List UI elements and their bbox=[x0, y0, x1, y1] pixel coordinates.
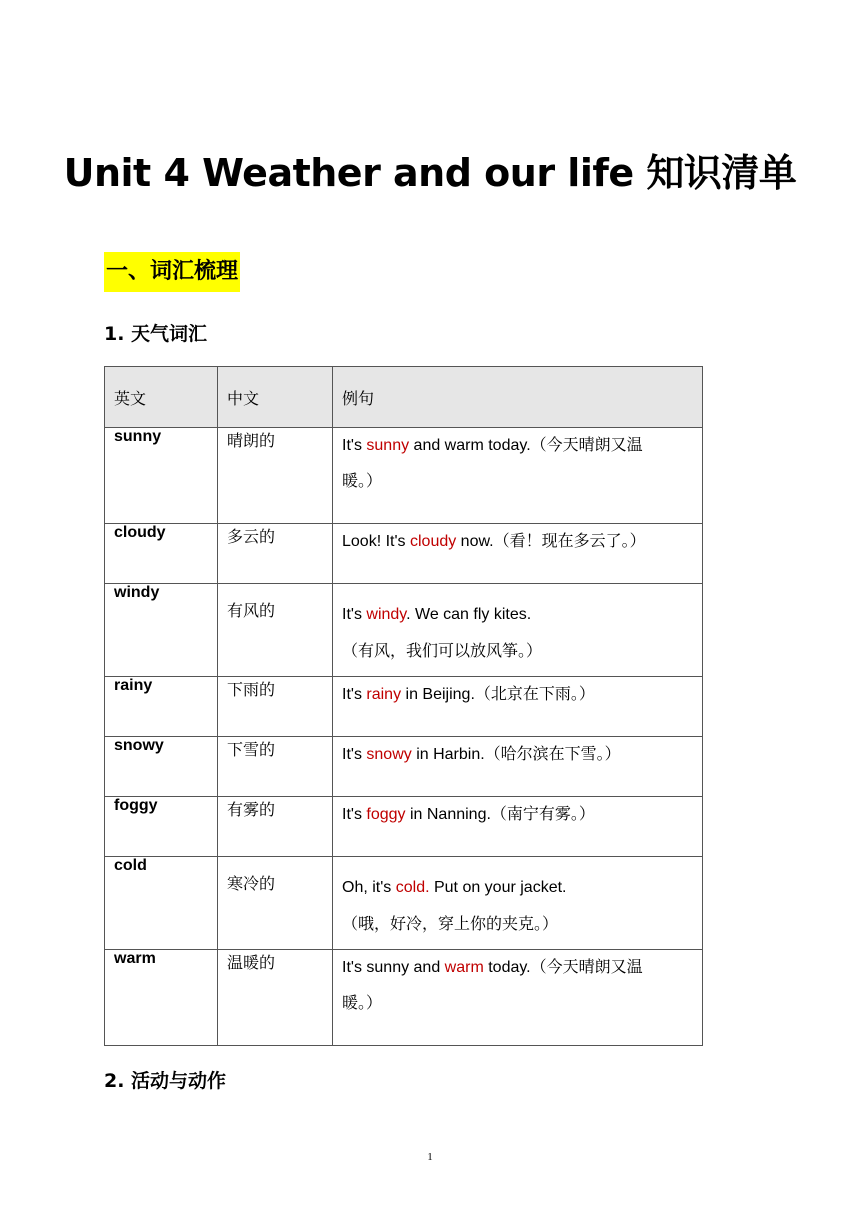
vocab-meaning: 下雨的 bbox=[218, 677, 333, 737]
table-row bbox=[105, 737, 703, 797]
example-line bbox=[342, 906, 693, 943]
table-row bbox=[105, 797, 703, 857]
example-line bbox=[342, 986, 693, 1022]
vocab-word: warm bbox=[105, 950, 218, 1046]
vocab-example bbox=[333, 584, 703, 677]
vocab-meaning: 寒冷的 bbox=[218, 857, 333, 950]
table-header-row bbox=[105, 367, 703, 428]
vocab-example bbox=[333, 950, 703, 1046]
example-text: in Harbin.（哈尔滨在下雪。） bbox=[411, 746, 621, 763]
vocab-example bbox=[333, 428, 703, 524]
highlighted-word: cold. bbox=[395, 879, 430, 896]
example-text: Put on your jacket. bbox=[429, 879, 567, 896]
highlighted-word: cloudy bbox=[409, 533, 457, 550]
highlighted-word: rainy bbox=[366, 686, 402, 703]
example-text: in Beijing.（北京在下雨。） bbox=[401, 686, 595, 703]
example-text: It's bbox=[342, 806, 367, 823]
highlighted-word: snowy bbox=[366, 746, 412, 763]
example-line bbox=[342, 464, 693, 500]
vocab-word: snowy bbox=[105, 737, 218, 797]
example-text: now.（看！现在多云了。） bbox=[456, 533, 646, 550]
subheading-activities: 2. 活动与动作 bbox=[104, 1070, 227, 1092]
example-line bbox=[342, 428, 693, 464]
vocab-example bbox=[333, 857, 703, 950]
header-chinese: 中文 bbox=[218, 367, 333, 428]
vocab-meaning: 有雾的 bbox=[218, 797, 333, 857]
header-english: 英文 bbox=[105, 367, 218, 428]
example-text: It's bbox=[342, 686, 367, 703]
vocab-word: cold bbox=[105, 857, 218, 950]
example-line bbox=[342, 596, 693, 633]
example-text: It's bbox=[342, 746, 367, 763]
vocab-meaning: 晴朗的 bbox=[218, 428, 333, 524]
example-text: Look! It's bbox=[342, 533, 410, 550]
example-text: 暖。） bbox=[342, 473, 383, 490]
table-row bbox=[105, 950, 703, 1046]
weather-vocabulary-table bbox=[104, 366, 703, 1046]
page-number: 1 bbox=[427, 1151, 433, 1163]
table-row bbox=[105, 677, 703, 737]
example-line bbox=[342, 633, 693, 670]
example-text: and warm today.（今天晴朗又温 bbox=[409, 437, 643, 454]
header-example: 例句 bbox=[333, 367, 703, 428]
example-text: It's sunny and bbox=[342, 959, 445, 976]
highlighted-word: windy bbox=[366, 606, 407, 623]
vocab-word: windy bbox=[105, 584, 218, 677]
example-text: It's bbox=[342, 437, 367, 454]
vocab-word: foggy bbox=[105, 797, 218, 857]
example-text: today.（今天晴朗又温 bbox=[483, 959, 643, 976]
document-title: Unit 4 Weather and our life 知识清单 bbox=[63, 151, 797, 195]
example-text: （哦，好冷，穿上你的夹克。） bbox=[342, 916, 559, 933]
example-text: （有风，我们可以放风筝。） bbox=[342, 643, 543, 660]
example-line bbox=[342, 524, 693, 560]
example-line bbox=[342, 797, 693, 833]
vocab-meaning: 多云的 bbox=[218, 524, 333, 584]
table-row bbox=[105, 428, 703, 524]
vocab-example bbox=[333, 677, 703, 737]
vocab-example bbox=[333, 737, 703, 797]
example-line bbox=[342, 677, 693, 713]
highlighted-word: warm bbox=[444, 959, 484, 976]
subheading-weather-words: 1. 天气词汇 bbox=[104, 323, 208, 345]
vocab-example bbox=[333, 797, 703, 857]
table-row bbox=[105, 524, 703, 584]
example-text: . We can fly kites. bbox=[406, 606, 532, 623]
vocab-word: sunny bbox=[105, 428, 218, 524]
highlighted-word: sunny bbox=[366, 437, 410, 454]
table-row bbox=[105, 584, 703, 677]
vocab-word: rainy bbox=[105, 677, 218, 737]
vocab-meaning: 温暖的 bbox=[218, 950, 333, 1046]
vocab-meaning: 下雪的 bbox=[218, 737, 333, 797]
highlighted-word: foggy bbox=[366, 806, 406, 823]
example-text: 暖。） bbox=[342, 995, 383, 1012]
example-line bbox=[342, 950, 693, 986]
table-row bbox=[105, 857, 703, 950]
vocab-meaning: 有风的 bbox=[218, 584, 333, 677]
example-line bbox=[342, 737, 693, 773]
section-heading-vocabulary: 一、词汇梳理 bbox=[104, 252, 240, 292]
example-text: Oh, it's bbox=[342, 879, 396, 896]
example-line bbox=[342, 869, 693, 906]
example-text: in Nanning.（南宁有雾。） bbox=[405, 806, 595, 823]
vocab-word: cloudy bbox=[105, 524, 218, 584]
vocab-example bbox=[333, 524, 703, 584]
example-text: It's bbox=[342, 606, 367, 623]
